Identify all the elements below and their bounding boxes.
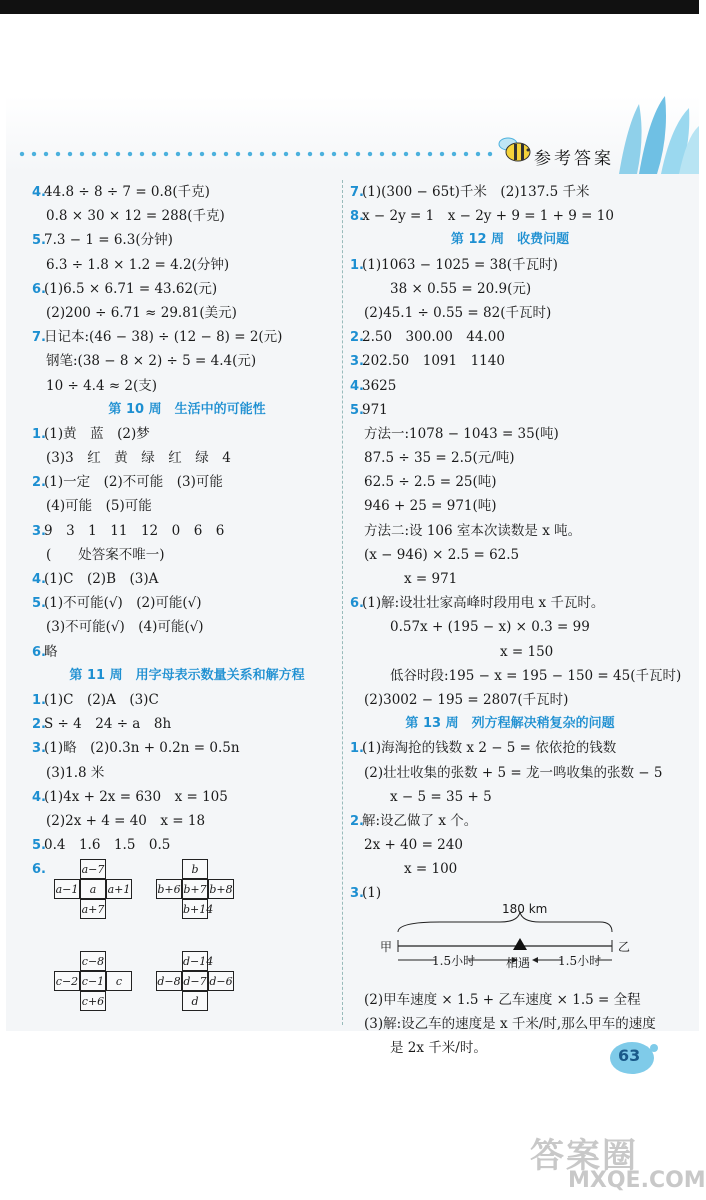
- answer-text: (2)200 ÷ 6.71 ≈ 29.81(美元): [46, 304, 237, 321]
- item-number: 4.: [32, 789, 46, 805]
- answer-text: S ÷ 4 24 ÷ a 8h: [44, 716, 172, 733]
- answer-text: 低谷时段:195 − x = 195 − 150 = 45(千瓦时): [390, 667, 682, 684]
- answer-text: (1)C (2)A (3)C: [44, 691, 159, 708]
- grid-cell-mid: d−7: [182, 971, 208, 991]
- item-number: 6.: [32, 862, 46, 878]
- answer-text: 日记本:(46 − 38) ÷ (12 − 8) = 2(元): [44, 329, 283, 346]
- answer-line: [32, 325, 342, 349]
- answer-line: [32, 470, 342, 494]
- answer-line: [32, 688, 342, 712]
- answer-line: [32, 615, 342, 639]
- item-number: 4.: [32, 185, 46, 200]
- meeting-diagram: [350, 901, 670, 988]
- answer-line: [350, 446, 670, 470]
- answer-line: [350, 833, 670, 857]
- item-number: 7.: [350, 185, 364, 200]
- answer-text: (1)一定 (2)不可能 (3)可能: [44, 474, 223, 491]
- answer-text: 6.3 ÷ 1.8 × 1.2 = 4.2(分钟): [46, 256, 230, 273]
- meet-label: 相遇: [506, 955, 531, 970]
- answer-text: (2)3002 − 195 = 2807(千瓦时): [364, 691, 569, 708]
- answer-line: [32, 543, 342, 567]
- answer-text: (3)1.8 米: [46, 764, 105, 781]
- answer-text: 钢笔:(38 − 8 × 2) ÷ 5 = 4.4(元): [46, 353, 257, 370]
- answer-text: (1)海淘抢的钱数 x 2 − 5 = 依依抢的钱数: [362, 740, 617, 757]
- answer-line: [32, 591, 342, 615]
- answer-text: (1): [362, 885, 382, 902]
- answer-line: [32, 301, 342, 325]
- answer-text: 7.3 − 1 = 6.3(分钟): [44, 232, 173, 249]
- answer-text: 10 ÷ 4.4 ≈ 2(支): [46, 377, 158, 394]
- answer-text: (1)(300 − 65t)千米 (2)137.5 千米: [362, 184, 590, 200]
- answer-text: 解:设乙做了 x 个。: [362, 812, 478, 829]
- answer-line: [32, 494, 342, 518]
- answer-line: [32, 374, 342, 398]
- answer-text: (1)6.5 × 6.71 = 43.62(元): [44, 280, 218, 297]
- answer-line: [350, 591, 670, 615]
- answer-line: [32, 253, 342, 277]
- answer-text: 0.57x + (195 − x) × 0.3 = 99: [390, 619, 590, 636]
- right-time-label: 1.5小时: [558, 953, 602, 968]
- answer-line: [32, 422, 342, 446]
- end-label: 乙: [618, 939, 631, 954]
- answer-text: (x − 946) × 2.5 = 62.5: [364, 546, 520, 563]
- answer-text: (1)略 (2)0.3n + 0.2n = 0.5n: [44, 740, 240, 757]
- answer-text: (1)C (2)B (3)A: [44, 571, 159, 587]
- answer-line: [350, 325, 670, 349]
- answer-line: [32, 446, 342, 470]
- answer-line: [350, 664, 682, 688]
- grid-cell-bottom: b+14: [182, 899, 208, 919]
- book-page: [6, 96, 699, 1065]
- cross-grid-area: [32, 863, 342, 1061]
- answer-text: (1)1063 − 1025 = 38(千瓦时): [362, 256, 558, 273]
- bee-icon: [496, 134, 532, 164]
- answer-line: [350, 253, 670, 277]
- column-divider: [342, 180, 343, 1025]
- section-heading: 第 11 周 用字母表示数量关系和解方程: [69, 667, 305, 683]
- answer-line: [350, 567, 670, 591]
- grid-cell-top: c−8: [80, 951, 106, 971]
- answer-text: 0.4 1.6 1.5 0.5: [44, 837, 171, 854]
- answer-text: (3)3 红 黄 绿 红 绿 4: [46, 450, 231, 467]
- answer-text: 38 × 0.55 = 20.9(元): [390, 280, 532, 297]
- answer-text: (3)解:设乙车的速度是 x 千米/时,那么甲车的速度: [364, 1015, 656, 1032]
- answer-text: 202.50 1091 1140: [362, 353, 505, 370]
- left-column: [32, 180, 342, 1061]
- grid-cell-mid: a: [80, 879, 106, 899]
- left-time-label: 1.5小时: [432, 953, 476, 968]
- item-number: 4.: [32, 572, 46, 587]
- answer-line: [350, 204, 670, 228]
- item-number: 1.: [32, 692, 46, 708]
- answer-text: x = 150: [500, 643, 554, 660]
- dotted-divider: [16, 150, 496, 158]
- right-column: [350, 180, 682, 1060]
- answer-line: [32, 567, 342, 591]
- answer-line: [350, 988, 670, 1012]
- answer-text: x = 100: [404, 861, 458, 878]
- answer-line: [32, 277, 342, 301]
- grid-cell-right: c: [106, 971, 132, 991]
- answer-line: [350, 857, 670, 881]
- grid-cell-mid: b+7: [182, 879, 208, 899]
- item-number: 6.: [32, 644, 46, 660]
- answer-text: 3625: [362, 377, 397, 394]
- answer-line: [350, 398, 670, 422]
- item-number: 1.: [32, 426, 46, 442]
- answer-line: [350, 640, 670, 664]
- answer-line: [32, 712, 342, 736]
- answer-text: 946 + 25 = 971(吨): [364, 498, 497, 515]
- answer-line: [32, 519, 342, 543]
- answer-line: [350, 785, 670, 809]
- item-number: 3.: [32, 523, 46, 539]
- answer-line: [32, 833, 342, 857]
- grid-cell-top: b: [182, 859, 208, 879]
- item-number: 8.: [350, 209, 364, 225]
- answer-text: (4)可能 (5)可能: [46, 498, 152, 515]
- answer-text: (1)4x + 2x = 630 x = 105: [44, 788, 228, 805]
- answer-text: (2)壮壮收集的张数 + 5 = 龙一鸣收集的张数 − 5: [364, 764, 663, 781]
- answer-line: [32, 228, 342, 252]
- answer-line: [350, 543, 670, 567]
- grid-cell-left: a−1: [54, 879, 80, 899]
- header-title: 参考答案: [534, 149, 614, 169]
- item-number: 6.: [350, 596, 364, 612]
- answer-text: 0.8 × 30 × 12 = 288(千克): [46, 208, 225, 225]
- answer-text: ( 处答案不唯一): [46, 546, 165, 563]
- watermark-url: MXQE.COM: [568, 1168, 706, 1193]
- answer-line: [32, 761, 342, 785]
- item-number: 3.: [32, 741, 46, 757]
- item-number: 2.: [32, 475, 46, 491]
- leaves-decoration-icon: [609, 96, 699, 174]
- answer-line: [350, 736, 670, 760]
- answer-line: [350, 1012, 670, 1036]
- answer-line: [350, 180, 670, 204]
- item-number: 5.: [32, 233, 46, 249]
- item-number: 3.: [350, 354, 364, 370]
- item-number: 1.: [350, 257, 364, 273]
- item-number: 6.: [32, 281, 46, 297]
- answer-text: x = 971: [404, 571, 458, 587]
- answer-line: [32, 809, 342, 833]
- answer-text: (1)解:设壮壮家高峰时段用电 x 千瓦时。: [362, 595, 605, 612]
- answer-text: (2)45.1 ÷ 0.55 = 82(千瓦时): [364, 304, 552, 321]
- answer-line: [350, 277, 670, 301]
- distance-label: 180 km: [502, 901, 548, 916]
- answer-line: [32, 785, 342, 809]
- top-bar: [0, 0, 699, 14]
- answer-text: 是 2x 千米/时。: [390, 1040, 487, 1056]
- answer-line: [32, 349, 342, 373]
- grid-cell-right: a+1: [106, 879, 132, 899]
- answer-text: (2)2x + 4 = 40 x = 18: [46, 812, 206, 829]
- answer-line: [350, 422, 670, 446]
- answer-text: (1)不可能(√) (2)可能(√): [44, 595, 202, 612]
- answer-text: 略: [44, 643, 58, 660]
- answer-line: [32, 204, 342, 228]
- answer-text: 方法一:1078 − 1043 = 35(吨): [364, 425, 559, 442]
- grid-cell-right: b+8: [208, 879, 234, 899]
- answer-text: x − 5 = 35 + 5: [390, 788, 492, 805]
- answer-line: [32, 180, 342, 204]
- section-heading: 第 12 周 收费问题: [450, 232, 570, 248]
- item-number: 1.: [350, 741, 364, 757]
- grid-cell-bottom: d: [182, 991, 208, 1011]
- answer-line: [350, 809, 670, 833]
- answer-text: (3)不可能(√) (4)可能(√): [46, 619, 204, 636]
- item-number: 4.: [350, 378, 364, 394]
- answer-line: [350, 470, 670, 494]
- page-number: 63: [618, 1046, 641, 1065]
- answer-text: 87.5 ÷ 35 = 2.5(元/吨): [364, 450, 515, 467]
- answer-line: [350, 301, 670, 325]
- section-heading: 第 10 周 生活中的可能性: [108, 401, 266, 417]
- item-number: 2.: [350, 330, 364, 346]
- grid-cell-left: c−2: [54, 971, 80, 991]
- item-number: 2.: [32, 717, 46, 733]
- answer-line: [350, 349, 670, 373]
- watermark-brand: 答案圈: [530, 1136, 638, 1176]
- answer-text: 方法二:设 106 室本次读数是 x 吨。: [364, 522, 582, 539]
- answer-line: [350, 615, 670, 639]
- answer-text: 44.8 ÷ 8 ÷ 7 = 0.8(千克): [44, 184, 210, 200]
- answer-text: x − 2y = 1 x − 2y + 9 = 1 + 9 = 10: [362, 208, 614, 225]
- answer-line: [32, 640, 342, 664]
- answer-line: [350, 688, 670, 712]
- answer-line: [350, 374, 670, 398]
- grid-cell-right: d−6: [208, 971, 234, 991]
- section-heading: 第 13 周 列方程解决稍复杂的问题: [405, 716, 615, 732]
- answer-line: [350, 494, 670, 518]
- answer-text: 2x + 40 = 240: [364, 837, 463, 854]
- grid-cell-bottom: c+6: [80, 991, 106, 1011]
- item-number: 2.: [350, 813, 364, 829]
- answer-text: 62.5 ÷ 2.5 = 25(吨): [364, 474, 497, 491]
- grid-cell-top: a−7: [80, 859, 106, 879]
- answer-line: [350, 519, 670, 543]
- item-number: 5.: [32, 838, 46, 854]
- grid-cell-left: b+6: [156, 879, 182, 899]
- answer-text: (1)黄 蓝 (2)梦: [44, 425, 150, 442]
- item-number: 7.: [32, 330, 46, 346]
- grid-cell-left: d−8: [156, 971, 182, 991]
- item-number: 5.: [350, 402, 364, 418]
- item-number: 5.: [32, 596, 46, 612]
- start-label: 甲: [380, 939, 393, 954]
- item-number: 3.: [350, 886, 364, 902]
- answer-text: (2)甲车速度 × 1.5 + 乙车速度 × 1.5 = 全程: [364, 991, 641, 1008]
- grid-cell-mid: c−1: [80, 971, 106, 991]
- answer-text: 2.50 300.00 44.00: [362, 329, 505, 346]
- answer-line: [32, 736, 342, 760]
- grid-cell-top: d−14: [182, 951, 208, 971]
- grid-cell-bottom: a+7: [80, 899, 106, 919]
- answer-line: [350, 761, 670, 785]
- answer-text: 9 3 1 11 12 0 6 6: [44, 522, 225, 539]
- answer-text: 971: [362, 401, 388, 418]
